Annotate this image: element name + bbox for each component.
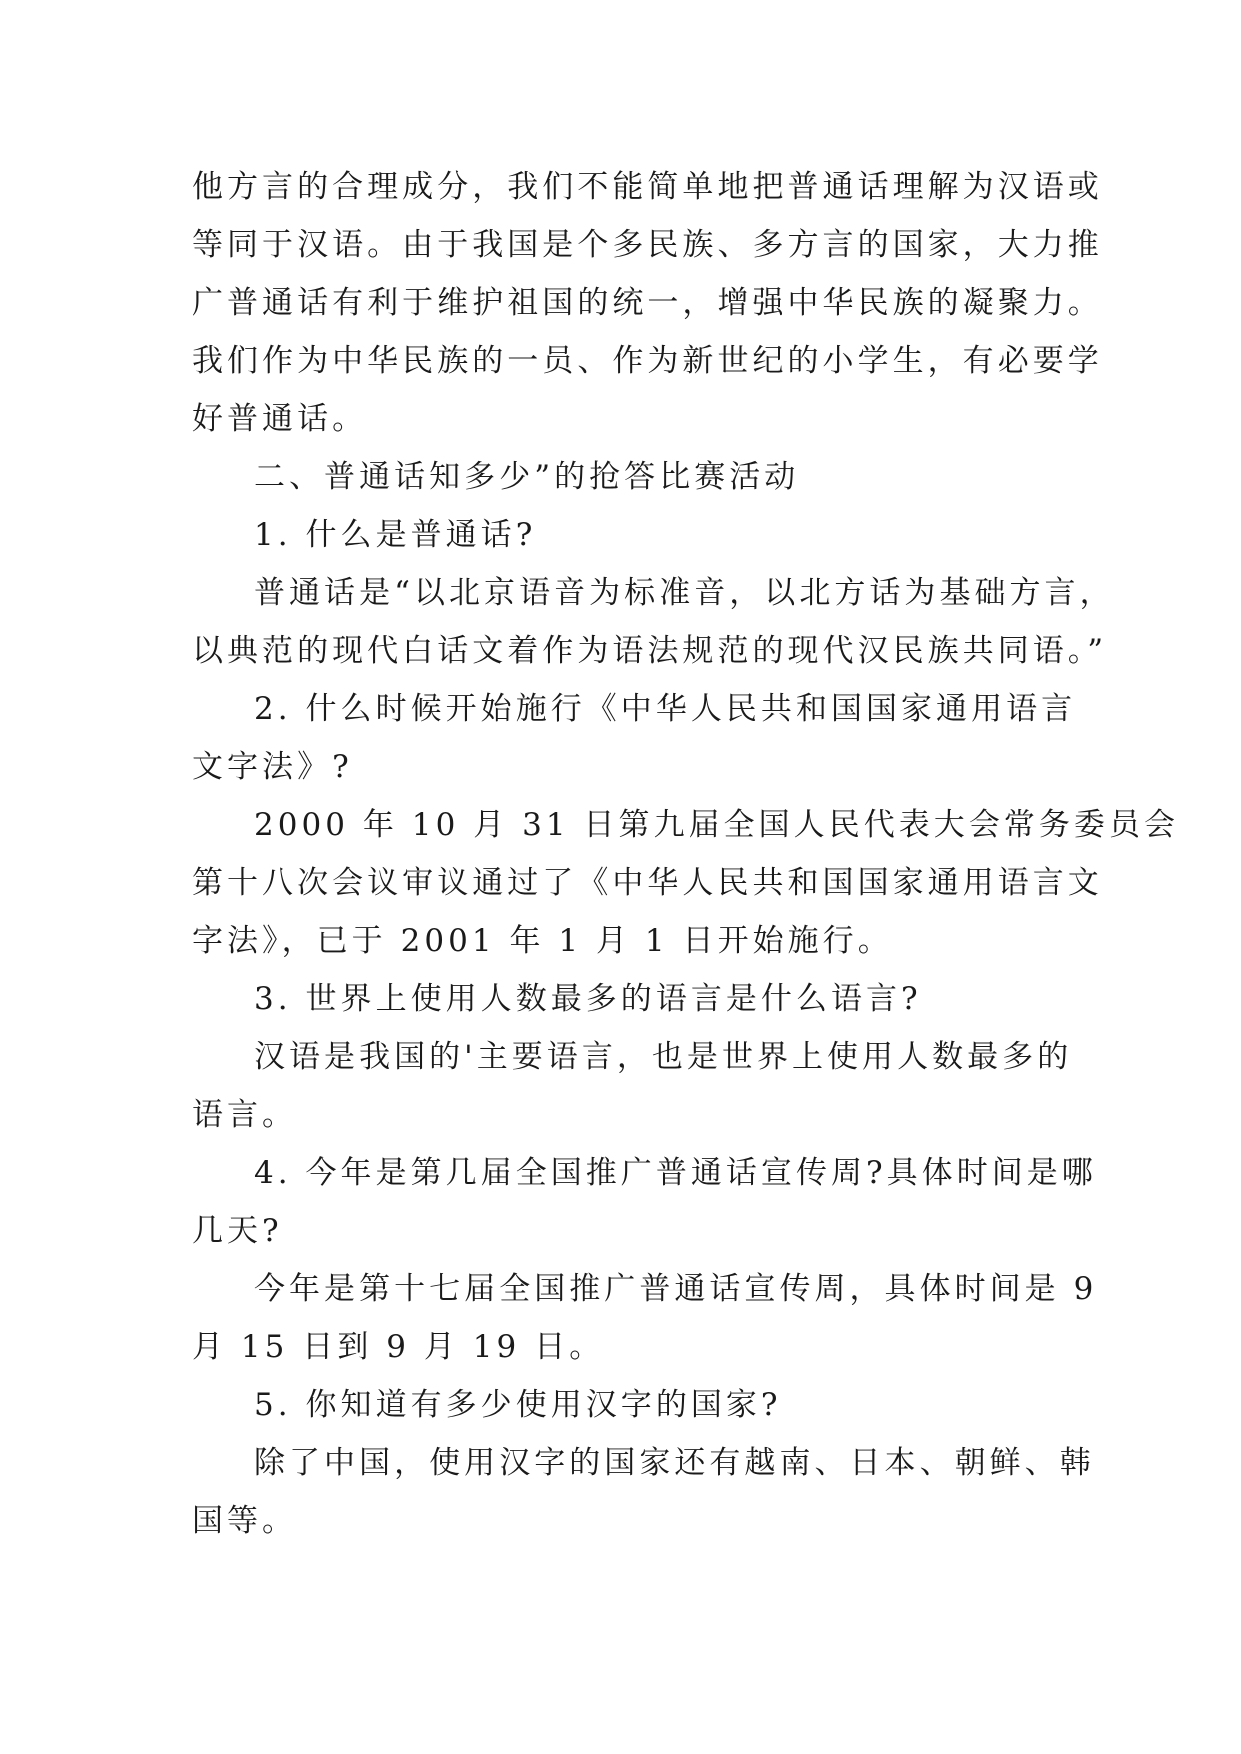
document-body — [192, 158, 1180, 1550]
text-line: 月 15 日到 9 月 19 日。 — [192, 1329, 605, 1365]
question-4 — [192, 1144, 1097, 1260]
text-line: 以典范的现代白话文着作为语法规范的现代汉民族共同语。” — [192, 633, 1108, 669]
intro-paragraph — [192, 158, 1103, 448]
text-line: 第十八次会议审议通过了《中华人民共和国国家通用语言文 — [192, 865, 1103, 901]
text-line: 2000 年 10 月 31 日第九届全国人民代表大会常务委员会 — [254, 807, 1180, 843]
answer-2 — [192, 796, 1180, 970]
question-3: 3. 世界上使用人数最多的语言是什么语言? — [254, 981, 922, 1017]
question-1: 1. 什么是普通话? — [254, 517, 537, 553]
section-heading: 二、普通话知多少”的抢答比赛活动 — [254, 459, 800, 495]
answer-3 — [192, 1028, 1082, 1144]
text-line: 国等。 — [192, 1503, 298, 1539]
text-line: 汉语是我国的'主要语言，也是世界上使用人数最多的 — [254, 1039, 1073, 1075]
text-line: 今年是第十七届全国推广普通话宣传周，具体时间是 9 — [254, 1271, 1098, 1307]
text-line: 字法》，已于 2001 年 1 月 1 日开始施行。 — [192, 923, 893, 959]
answer-5 — [192, 1434, 1095, 1550]
text-line: 除了中国，使用汉字的国家还有越南、日本、朝鲜、韩 — [254, 1445, 1095, 1481]
text-line: 文字法》? — [192, 749, 353, 785]
text-line: 他方言的合理成分，我们不能简单地把普通话理解为汉语或 — [192, 169, 1103, 205]
question-5: 5. 你知道有多少使用汉字的国家? — [254, 1387, 782, 1423]
answer-4 — [192, 1260, 1098, 1376]
text-line: 4. 今年是第几届全国推广普通话宣传周?具体时间是哪 — [254, 1155, 1097, 1191]
text-line: 语言。 — [192, 1097, 298, 1133]
question-2 — [192, 680, 1082, 796]
text-line: 我们作为中华民族的一员、作为新世纪的小学生，有必要学 — [192, 343, 1103, 379]
text-line: 普通话是“以北京语音为标准音，以北方话为基础方言， — [254, 575, 1115, 611]
text-line: 等同于汉语。由于我国是个多民族、多方言的国家，大力推 — [192, 227, 1103, 263]
answer-1 — [192, 564, 1115, 680]
text-line: 几天? — [192, 1213, 283, 1249]
text-line: 2. 什么时候开始施行《中华人民共和国国家通用语言 — [254, 691, 1077, 727]
text-line: 广普通话有利于维护祖国的统一，增强中华民族的凝聚力。 — [192, 285, 1103, 321]
text-line: 好普通话。 — [192, 401, 368, 437]
